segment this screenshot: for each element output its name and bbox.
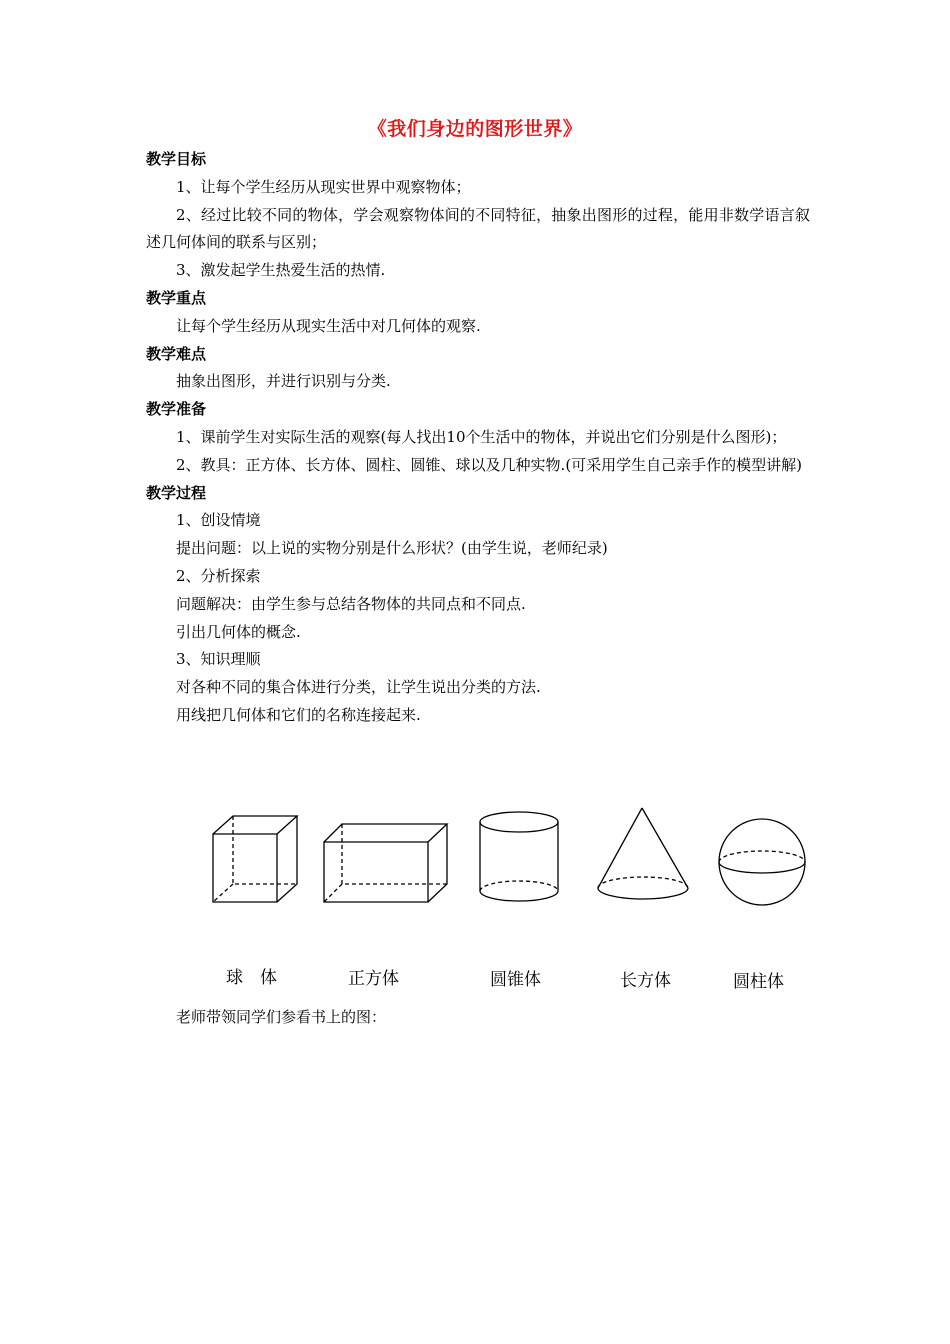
- section-heading-goals: 教学目标: [146, 150, 207, 168]
- cylinder-drawing: [480, 812, 558, 901]
- process-item: 用线把几何体和它们的名称连接起来.: [176, 705, 421, 724]
- shape-label-cone: 圆锥体: [490, 970, 541, 990]
- difficulty-item: 抽象出图形，并进行识别与分类.: [176, 372, 391, 391]
- section-heading-key-points: 教学重点: [146, 288, 207, 307]
- process-item: 2、分析探索: [176, 566, 261, 585]
- key-point-item: 让每个学生经历从现实生活中对几何体的观察.: [176, 316, 481, 335]
- sphere-drawing: [719, 819, 805, 905]
- lesson-content: [146, 146, 810, 730]
- goal-item: 3、激发起学生热爱生活的热情.: [176, 261, 386, 280]
- geometric-solids-figure: [205, 806, 815, 916]
- process-item: 3、知识理顺: [176, 650, 261, 669]
- process-item: 提出问题：以上说的实物分别是什么形状？(由学生说，老师纪录): [176, 539, 608, 558]
- process-item: 1、创设情境: [176, 511, 261, 530]
- section-heading-process: 教学过程: [146, 483, 207, 502]
- goal-item: 2、经过比较不同的物体，学会观察物体间的不同特征，抽象出图形的过程，能用非数学语言叙述几何体间的联系与区别；: [146, 205, 810, 252]
- cone-drawing: [598, 808, 688, 899]
- shape-label-sphere: 球 体: [226, 968, 277, 988]
- preparation-item: 2、教具：正方体、长方体、圆柱、圆锥、球以及几种实物.(可采用学生自己亲手作的模型讲解): [176, 455, 803, 474]
- shape-label-cylinder: 圆柱体: [733, 972, 784, 992]
- cube-drawing: [213, 816, 297, 902]
- shape-label-cuboid: 长方体: [620, 971, 671, 991]
- section-heading-difficulties: 教学难点: [146, 344, 207, 363]
- process-item: 引出几何体的概念.: [176, 622, 301, 641]
- shape-label-cube: 正方体: [348, 969, 399, 989]
- cuboid-drawing: [324, 824, 447, 902]
- closing-text: 老师带领同学们参看书上的图：: [176, 1008, 387, 1026]
- document-title: 《我们身边的图形世界》: [367, 118, 583, 140]
- process-item: 对各种不同的集合体进行分类，让学生说出分类的方法.: [176, 678, 541, 697]
- section-heading-preparation: 教学准备: [146, 400, 207, 419]
- process-item: 问题解决：由学生参与总结各物体的共同点和不同点.: [176, 594, 526, 613]
- goal-item: 1、让每个学生经历从现实世界中观察物体；: [176, 177, 471, 196]
- preparation-item: 1、课前学生对实际生活的观察(每人找出10个生活中的物体，并说出它们分别是什么图形)；: [176, 427, 787, 446]
